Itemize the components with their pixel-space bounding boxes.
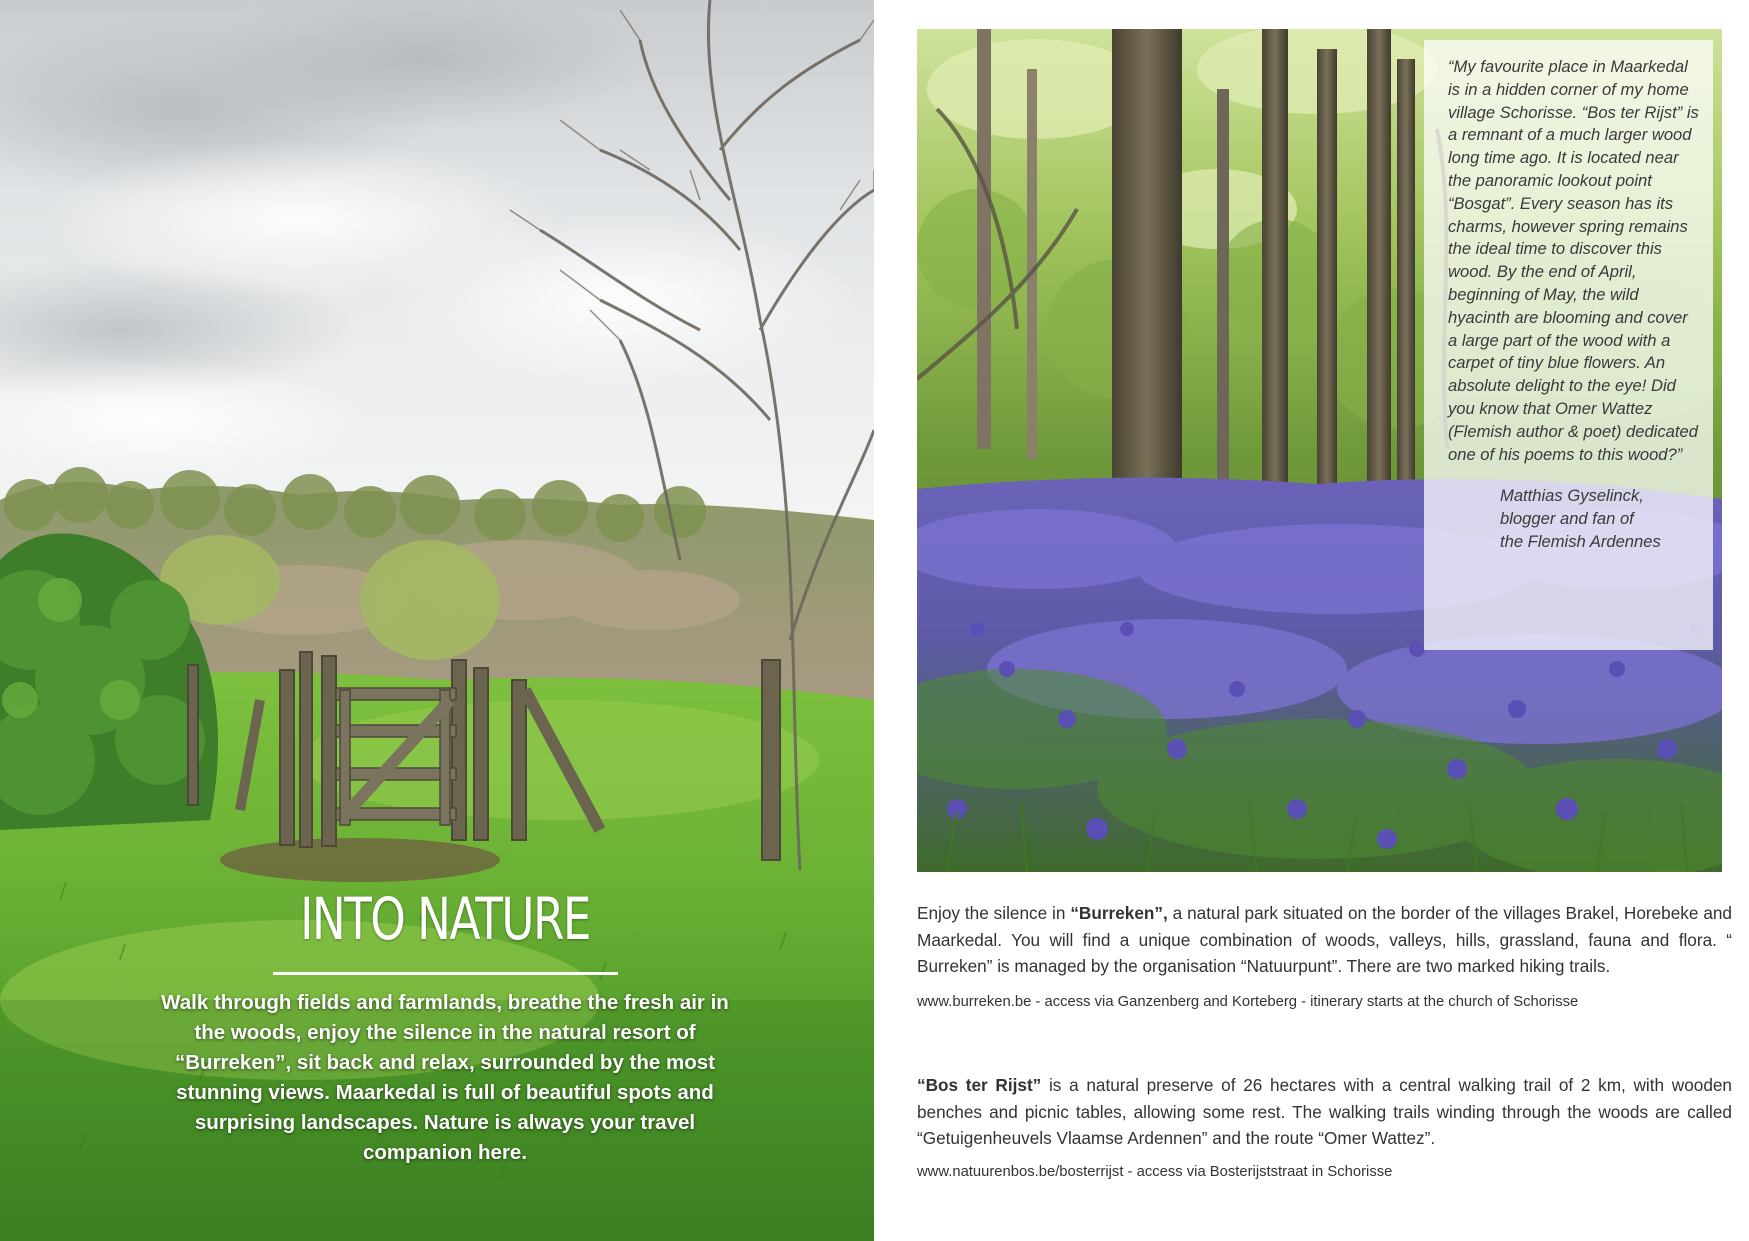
bos-ter-rijst-paragraph	[917, 1072, 1732, 1152]
testimonial-quote-box	[1424, 40, 1713, 650]
burreken-web-info: www.burreken.be - access via Ganzenberg and Korteberg - itinerary starts at the church of Schorisse	[917, 993, 1579, 1010]
burreken-lead: Enjoy the silence in	[917, 903, 1071, 923]
section-title: INTO NATURE	[300, 885, 590, 953]
author-name: Matthias Gyselinck,	[1500, 486, 1644, 506]
burreken-text: a natural park situated on the border of the villages Brakel, Horebeke and Maarkedal. You will find a unique combination of woods, valleys, hills, grassland, fauna and flora. “ Burreken” is managed by the organisation “Natuurpunt”. There are two marked hiking trails.	[917, 903, 1732, 976]
author-role-line1: blogger and fan of	[1500, 509, 1634, 529]
testimonial-quote-text: “My favourite place in Maarkedal is in a hidden corner of my home village Schorisse. “Bos ter Rijst” is a remnant of a much larger wood long time ago. It is located near the panoramic lookout point “Bosgat”. Every season has its charms, however spring remains the ideal time to discover this wood. By the end of April, beginning of May, the wild hyacinth are blooming and cover a large part of the wood with a carpet of tiny blue flowers. An absolute delight to the eye! Did you know that Omer Wattez (Flemish author & poet) dedicated one of his poems to this wood?”	[1448, 57, 1699, 464]
bos-ter-rijst-section	[917, 1072, 1732, 1182]
left-page	[0, 0, 874, 1241]
bos-ter-rijst-web-info: www.natuurenbos.be/bosterrijst - access via Bosterijststraat in Schorisse	[917, 1163, 1393, 1180]
author-role-line2: the Flemish Ardennes	[1500, 532, 1661, 552]
bos-ter-rijst-text: is a natural preserve of 26 hectares with a central walking trail of 2 km, with wooden benches and picnic tables, allowing some rest. The walking trails winding through the woods are called “Getuigenheuvels Vlaamse Ardennen” and the route “Omer Wattez”.	[917, 1075, 1732, 1148]
bos-ter-rijst-name: “Bos ter Rijst”	[917, 1075, 1042, 1095]
right-page	[874, 0, 1749, 1241]
testimonial-author	[1500, 484, 1699, 553]
burreken-name: “Burreken”,	[1070, 903, 1168, 923]
burreken-section	[917, 900, 1732, 1012]
intro-text: Walk through fields and farmlands, breathe the fresh air in the woods, enjoy the silence in the natural resort of “Burreken”, sit back and relax, surrounded by the most stunning views. Maarkedal is full of beautiful spots and surprising landscapes. Nature is always your travel companion here.	[161, 991, 729, 1164]
title-divider	[273, 972, 618, 975]
burreken-paragraph	[917, 900, 1732, 980]
